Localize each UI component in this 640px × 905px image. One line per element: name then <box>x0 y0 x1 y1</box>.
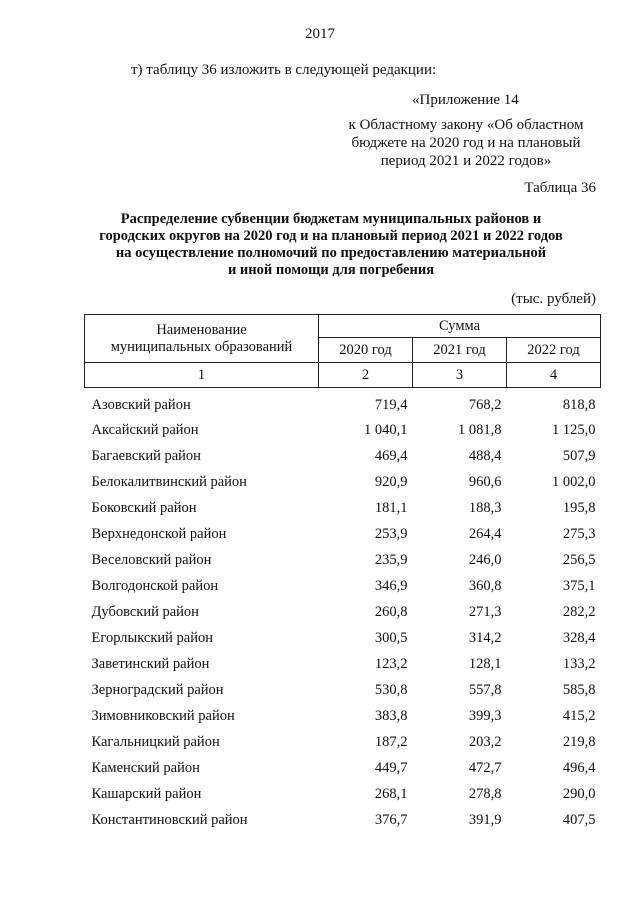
value-2020: 235,9 <box>374 551 408 568</box>
district-name: Веселовский район <box>91 551 212 568</box>
value-2020: 530,8 <box>374 681 408 698</box>
district-name: Заветинский район <box>91 655 210 672</box>
value-2021: 488,4 <box>468 447 502 464</box>
district-name: Кашарский район <box>91 785 202 802</box>
table-label: Таблица 36 <box>524 180 596 196</box>
law-reference-line: бюджете на 2020 год и на плановый <box>351 135 581 151</box>
district-name: Азовский район <box>91 396 191 413</box>
table-column-numbers-row <box>85 363 601 388</box>
table-row <box>85 807 601 833</box>
value-2020: 1 040,1 <box>364 421 408 438</box>
value-2021: 557,8 <box>468 681 502 698</box>
title-line: на осуществление полномочий по предоставлению материальной <box>115 245 547 261</box>
value-2021: 472,7 <box>468 759 502 776</box>
district-name: Константиновский район <box>91 811 248 828</box>
district-name: Багаевский район <box>91 447 201 464</box>
value-2021: 264,4 <box>468 525 502 542</box>
value-2022: 275,3 <box>562 525 596 542</box>
value-2022: 133,2 <box>562 655 596 672</box>
value-2022: 290,0 <box>562 785 596 802</box>
district-name: Дубовский район <box>91 603 199 620</box>
value-2021: 960,6 <box>468 473 502 490</box>
value-2022: 219,8 <box>562 733 596 750</box>
table-row <box>85 755 601 781</box>
value-2021: 246,0 <box>468 551 502 568</box>
value-2020: 187,2 <box>374 733 408 750</box>
table-row <box>85 573 601 599</box>
value-2022: 1 002,0 <box>552 473 596 490</box>
column-number: 3 <box>413 363 507 388</box>
district-name: Волгодонской район <box>91 577 219 594</box>
district-name: Верхнедонской район <box>91 525 227 542</box>
value-2020: 253,9 <box>374 525 408 542</box>
value-2020: 469,4 <box>374 447 408 464</box>
table-row <box>85 417 601 443</box>
header-name-line: Наименование <box>156 321 247 338</box>
table-row <box>85 625 601 651</box>
value-2021: 399,3 <box>468 707 502 724</box>
table-row <box>85 677 601 703</box>
value-2022: 328,4 <box>562 629 596 646</box>
value-2020: 449,7 <box>374 759 408 776</box>
table-row <box>85 781 601 807</box>
value-2020: 719,4 <box>374 396 408 413</box>
value-2021: 188,3 <box>468 499 502 516</box>
value-2021: 1 081,8 <box>457 421 502 438</box>
value-2021: 360,8 <box>468 577 502 594</box>
district-name: Аксайский район <box>91 421 199 438</box>
value-2022: 407,5 <box>562 811 596 828</box>
table-body <box>85 388 601 834</box>
header-sum: Сумма <box>319 315 601 338</box>
value-2022: 1 125,0 <box>552 421 596 438</box>
value-2020: 268,1 <box>374 785 408 802</box>
value-2022: 195,8 <box>562 499 596 516</box>
district-name: Боковский район <box>91 499 197 516</box>
header-name-line: муниципальных образований <box>110 338 293 355</box>
table-row <box>85 729 601 755</box>
district-name: Зерноградский район <box>91 681 224 698</box>
header-year-2020: 2020 год <box>319 338 413 363</box>
value-2021: 128,1 <box>468 655 502 672</box>
value-2021: 314,2 <box>468 629 502 646</box>
value-2020: 260,8 <box>374 603 408 620</box>
column-number: 2 <box>319 363 413 388</box>
document-title <box>60 211 602 279</box>
subvention-table <box>84 314 601 833</box>
table-header-row <box>85 315 601 338</box>
title-line: городских округов на 2020 год и на плановый период 2021 и 2022 годов <box>99 228 563 244</box>
district-name: Зимовниковский район <box>91 707 235 724</box>
table-row <box>85 469 601 495</box>
law-reference-line: период 2021 и 2022 годов» <box>380 153 552 169</box>
district-name: Егорлыкский район <box>91 629 213 646</box>
value-2022: 507,9 <box>562 447 596 464</box>
header-year-2022: 2022 год <box>506 338 600 363</box>
district-name: Каменский район <box>91 759 200 776</box>
value-2022: 496,4 <box>562 759 596 776</box>
intro-text: т) таблицу 36 изложить в следующей редакции: <box>131 62 437 78</box>
value-2021: 391,9 <box>468 811 502 828</box>
district-name: Белокалитвинский район <box>91 473 247 490</box>
value-2021: 278,8 <box>468 785 502 802</box>
page-number: 2017 <box>305 26 335 42</box>
header-year-2021: 2021 год <box>413 338 507 363</box>
column-number: 4 <box>506 363 600 388</box>
value-2022: 818,8 <box>562 396 596 413</box>
table-row <box>85 547 601 573</box>
district-name: Кагальницкий район <box>91 733 220 750</box>
value-2020: 383,8 <box>374 707 408 724</box>
table-row <box>85 599 601 625</box>
table-row <box>85 651 601 677</box>
value-2020: 920,9 <box>374 473 408 490</box>
value-2020: 181,1 <box>374 499 408 516</box>
law-reference-line: к Областному закону «Об областном <box>348 117 584 133</box>
table-row <box>85 521 601 547</box>
header-name-column <box>85 315 319 363</box>
title-line: и иной помощи для погребения <box>227 262 435 278</box>
value-2022: 415,2 <box>562 707 596 724</box>
table-row <box>85 703 601 729</box>
table-row <box>85 495 601 521</box>
value-2022: 585,8 <box>562 681 596 698</box>
table-row <box>85 388 601 418</box>
value-2021: 271,3 <box>468 603 502 620</box>
value-2020: 346,9 <box>374 577 408 594</box>
value-2020: 123,2 <box>374 655 408 672</box>
value-2020: 376,7 <box>374 811 408 828</box>
title-line: Распределение субвенции бюджетам муниципальных районов и <box>120 211 542 227</box>
value-2022: 375,1 <box>562 577 596 594</box>
appendix-title: «Приложение 14 <box>412 92 519 108</box>
table-row <box>85 443 601 469</box>
units-label: (тыс. рублей) <box>511 291 596 307</box>
value-2021: 203,2 <box>468 733 502 750</box>
column-number: 1 <box>85 363 319 388</box>
value-2022: 256,5 <box>562 551 596 568</box>
law-reference <box>330 116 602 170</box>
value-2021: 768,2 <box>468 396 502 413</box>
value-2020: 300,5 <box>374 629 408 646</box>
value-2022: 282,2 <box>562 603 596 620</box>
